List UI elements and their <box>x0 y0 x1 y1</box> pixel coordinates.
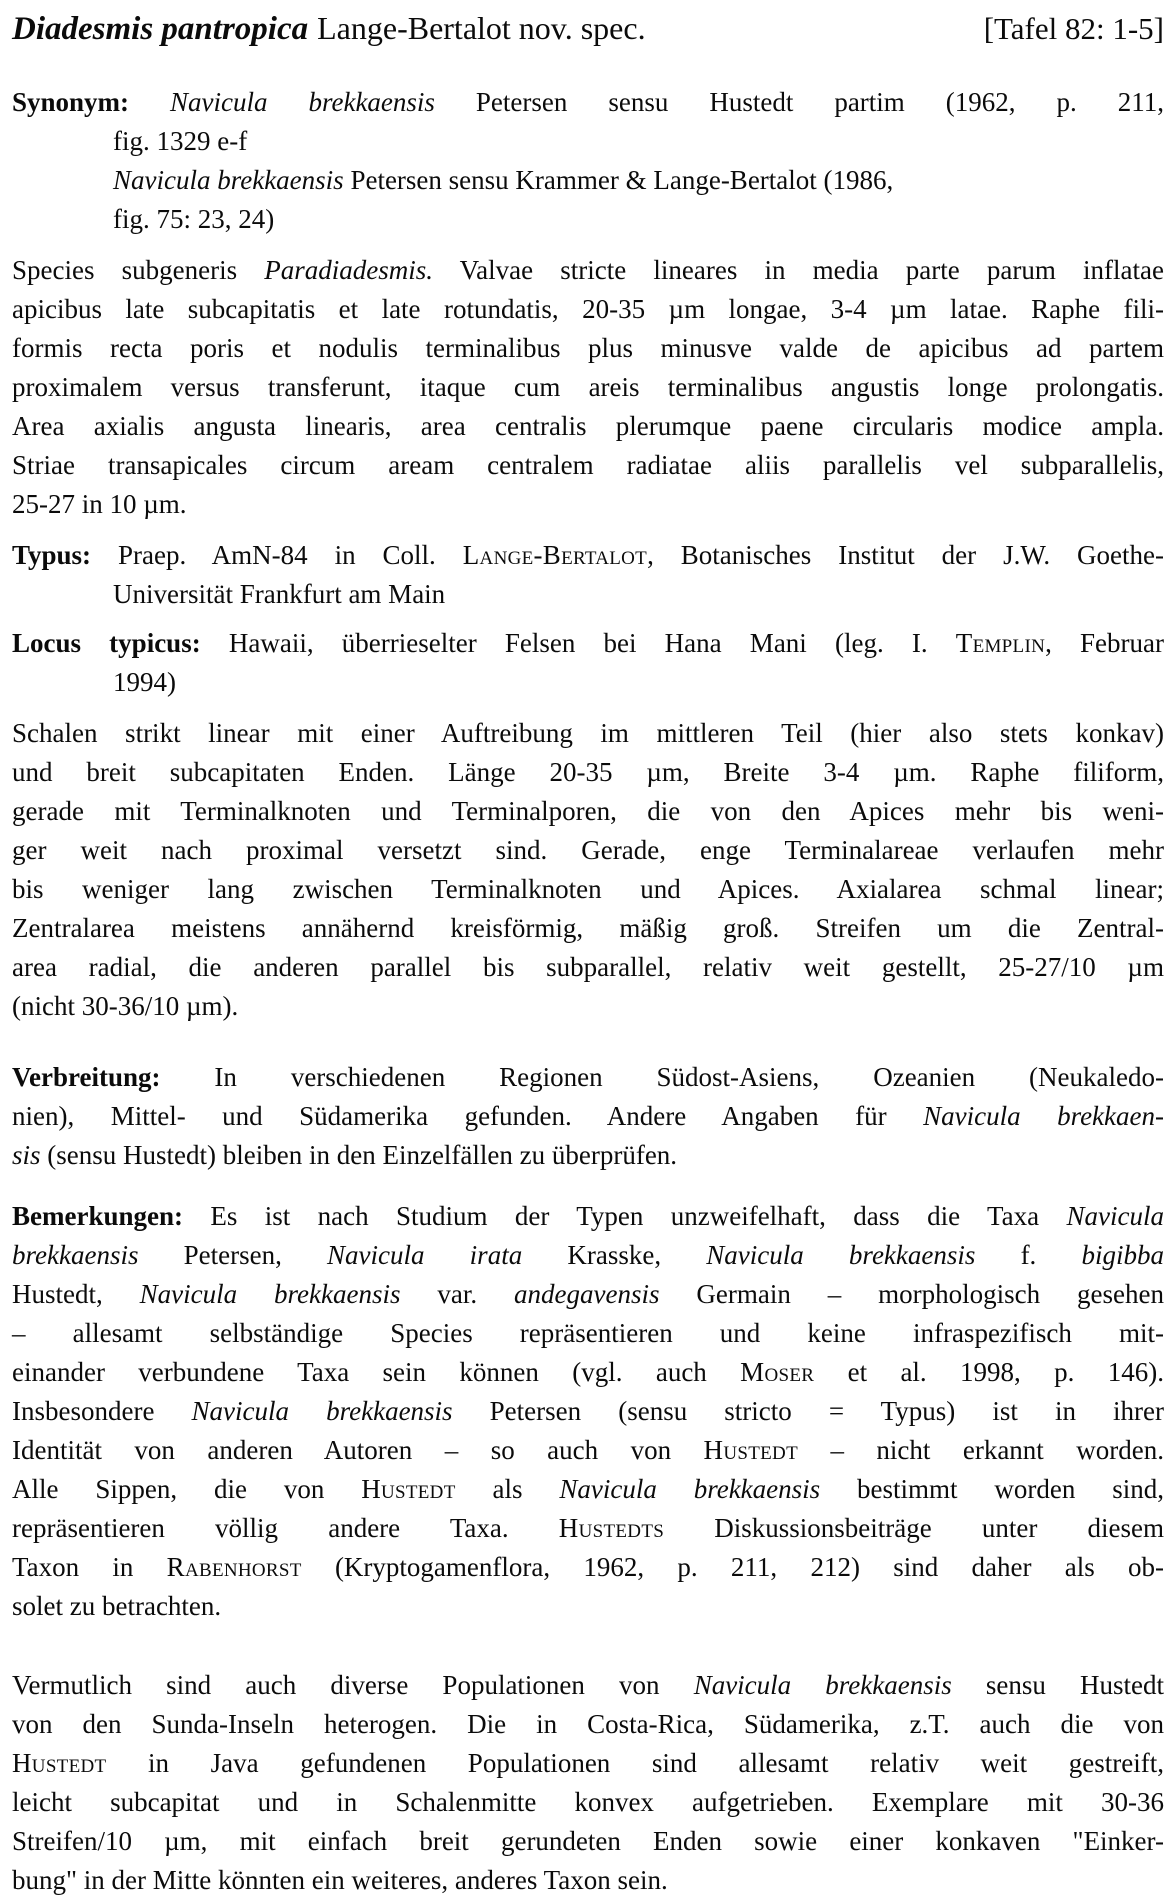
text-run: Petersen sensu Hustedt partim (1962, p. 211, <box>434 87 1164 117</box>
text-run: Synonym: <box>12 87 130 117</box>
text-run: proximalem versus transferunt, itaque cum areis terminalibus angustis longe prolongatis. <box>12 372 1164 402</box>
text-run: Insbesondere <box>12 1396 192 1426</box>
text-line <box>12 1822 1164 1861</box>
text-run: Navicula brekkaensis <box>693 1670 952 1700</box>
text-line <box>12 329 1164 368</box>
text-line <box>12 1392 1164 1431</box>
text-run: Es ist nach Studium der Typen unzweifelhaft, dass die Taxa <box>183 1201 1067 1231</box>
text-run: Hustedt <box>703 1435 798 1465</box>
block-bemerkungen <box>12 1197 1164 1626</box>
text-run: Navicula irata <box>327 1240 523 1270</box>
text-run: Diskussionsbeiträge unter diesem <box>664 1513 1164 1543</box>
text-run <box>129 87 170 117</box>
text-run: (Kryptogamenflora, 1962, p. 211, 212) sind daher als ob- <box>301 1552 1164 1582</box>
text-run: bis weniger lang zwischen Terminalknoten und Apices. Axialarea schmal linear; <box>12 874 1164 904</box>
text-run: , Februar <box>1045 628 1164 658</box>
text-run: und breit subcapitaten Enden. Länge 20-35 µm, Breite 3-4 µm. Raphe filiform, <box>12 757 1164 787</box>
text-run: Locus typicus: <box>12 628 201 658</box>
text-line <box>12 1509 1164 1548</box>
text-run: 1994) <box>113 667 176 697</box>
text-run: nien), Mittel- und Südamerika gefunden. Andere Angaben für <box>12 1101 924 1131</box>
text-run: Rabenhorst <box>166 1552 302 1582</box>
text-line <box>12 1275 1164 1314</box>
text-line <box>12 290 1164 329</box>
text-run: In verschiedenen Regionen Südost-Asiens, Ozeanien (Neukaledo- <box>160 1062 1164 1092</box>
text-line <box>12 1097 1164 1136</box>
text-line <box>12 485 1164 524</box>
text-run: Universität Frankfurt am Main <box>113 579 446 609</box>
text-run: Navicula <box>1066 1201 1164 1231</box>
text-run: Navicula brekkaensis <box>170 87 435 117</box>
text-line <box>12 831 1164 870</box>
text-line <box>12 1783 1164 1822</box>
text-run: Petersen, <box>138 1240 328 1270</box>
text-run: , Botanisches Institut der J.W. Goethe- <box>647 540 1164 570</box>
text-run: Navicula brekkaensis <box>191 1396 453 1426</box>
text-run: Krasske, <box>522 1240 707 1270</box>
text-line <box>12 1136 1164 1175</box>
species-name: Diadesmis pantropica <box>12 11 309 47</box>
text-run: Valvae stricte lineares in media parte parum inflatae <box>433 255 1164 285</box>
text-line <box>12 1197 1164 1236</box>
text-run: sis <box>12 1140 41 1170</box>
text-run: var. <box>400 1279 515 1309</box>
text-line <box>12 1058 1164 1097</box>
text-run: gerade mit Terminalknoten und Terminalporen, die von den Apices mehr bis weni- <box>12 796 1164 826</box>
text-line <box>12 1666 1164 1705</box>
text-run: Praep. AmN-84 in Coll. <box>91 540 463 570</box>
text-run: Vermutlich sind auch diverse Populationen von <box>12 1670 694 1700</box>
plate-reference: [Tafel 82: 1-5] <box>983 11 1164 46</box>
block-latin-diagnosis <box>12 251 1164 524</box>
text-run: et al. 1998, p. 146). <box>814 1357 1164 1387</box>
text-run: bigibba <box>1081 1240 1164 1270</box>
text-run: Hawaii, überrieselter Felsen bei Hana Mani (leg. I. <box>200 628 956 658</box>
text-line <box>12 663 1164 702</box>
text-run: Hustedt <box>12 1748 107 1778</box>
text-run: formis recta poris et nodulis terminalibus plus minusve valde de apicibus ad partem <box>12 333 1164 363</box>
text-run: area radial, die anderen parallel bis subparallel, relativ weit gestellt, 25-27/10 µm <box>12 952 1164 982</box>
text-run: apicibus late subcapitatis et late rotundatis, 20-35 µm longae, 3-4 µm latae. Raphe fili- <box>12 294 1164 324</box>
heading-row <box>12 6 1164 57</box>
text-run: Typus: <box>12 540 92 570</box>
text-run: repräsentieren völlig andere Taxa. <box>12 1513 559 1543</box>
text-line <box>12 714 1164 753</box>
text-run: 25-27 in 10 µm. <box>12 489 187 519</box>
text-line <box>12 792 1164 831</box>
text-run: Moser <box>740 1357 815 1387</box>
species-authority: Lange-Bertalot nov. spec. <box>317 10 646 46</box>
text-line <box>12 536 1164 575</box>
text-line <box>12 1314 1164 1353</box>
text-run: (nicht 30-36/10 µm). <box>12 991 239 1021</box>
text-run: Identität von anderen Autoren – so auch von <box>12 1435 704 1465</box>
text-run: Hustedt <box>361 1474 456 1504</box>
text-run: Bemerkungen: <box>12 1201 183 1231</box>
text-run: fig. 1329 e-f <box>113 126 248 156</box>
text-line <box>12 1353 1164 1392</box>
text-run: Navicula brekkaensis <box>706 1240 976 1270</box>
text-run: sensu Hustedt <box>951 1670 1165 1700</box>
text-run: Templin <box>955 628 1046 658</box>
text-line <box>12 909 1164 948</box>
text-line <box>12 368 1164 407</box>
text-run: – nicht erkannt worden. <box>797 1435 1164 1465</box>
text-run: Navicula brekkaensis <box>113 165 344 195</box>
text-run: (sensu Hustedt) bleiben in den Einzelfällen zu überprüfen. <box>40 1140 678 1170</box>
text-run: brekkaensis <box>12 1240 139 1270</box>
text-run: Striae transapicales circum aream centralem radiatae aliis parallelis vel subparallelis, <box>12 450 1164 480</box>
text-line <box>12 251 1164 290</box>
block-german-description <box>12 714 1164 1026</box>
text-run: Germain – morphologisch gesehen <box>659 1279 1165 1309</box>
text-run: f. <box>975 1240 1082 1270</box>
text-run: Lange-Bertalot <box>462 540 648 570</box>
text-line <box>12 1470 1164 1509</box>
block-closing-note <box>12 1666 1164 1900</box>
text-run: Species subgeneris <box>12 255 265 285</box>
block-synonym <box>12 83 1164 239</box>
text-run: Area axialis angusta linearis, area centralis plerumque paene circularis modice ampla. <box>12 411 1164 441</box>
text-run: einander verbundene Taxa sein können (vgl. auch <box>12 1357 741 1387</box>
text-run: Paradiadesmis. <box>264 255 434 285</box>
text-run: Navicula brekkaen- <box>923 1101 1164 1131</box>
block-verbreitung <box>12 1058 1164 1175</box>
text-line <box>12 753 1164 792</box>
text-run: Navicula brekkaensis <box>139 1279 401 1309</box>
text-run: von den Sunda-Inseln heterogen. Die in Costa-Rica, Südamerika, z.T. auch die von <box>12 1709 1164 1739</box>
text-run: Taxon in <box>12 1552 167 1582</box>
text-run: fig. 75: 23, 24) <box>113 204 275 234</box>
block-typus <box>12 536 1164 614</box>
text-line <box>12 1236 1164 1275</box>
species-heading <box>12 6 646 57</box>
text-line <box>12 624 1164 663</box>
block-locus-typicus <box>12 624 1164 702</box>
text-line <box>12 407 1164 446</box>
text-run: Navicula brekkaensis <box>559 1474 821 1504</box>
text-line <box>12 1705 1164 1744</box>
text-line <box>12 1431 1164 1470</box>
text-run: bung" in der Mitte könnten ein weiteres, anderes Taxon sein. <box>12 1865 668 1895</box>
text-run: ger weit nach proximal versetzt sind. Gerade, enge Terminalareae verlaufen mehr <box>12 835 1164 865</box>
text-run: Hustedt, <box>12 1279 140 1309</box>
text-line <box>12 1587 1164 1626</box>
text-run: leicht subcapitat und in Schalenmitte konvex aufgetrieben. Exemplare mit 30-36 <box>12 1787 1164 1817</box>
text-run: Petersen (sensu stricto = Typus) ist in ihrer <box>452 1396 1165 1426</box>
text-run: andegavensis <box>514 1279 660 1309</box>
text-run: – allesamt selbständige Species repräsentieren und keine infraspezifisch mit- <box>12 1318 1164 1348</box>
text-run: Alle Sippen, die von <box>12 1474 362 1504</box>
text-line <box>12 870 1164 909</box>
text-run: in Java gefundenen Populationen sind allesamt relativ weit gestreift, <box>106 1748 1164 1778</box>
text-run: bestimmt worden sind, <box>820 1474 1164 1504</box>
text-run: Petersen sensu Krammer & Lange-Bertalot (1986, <box>343 165 894 195</box>
text-line <box>12 1744 1164 1783</box>
text-run: Verbreitung: <box>12 1062 161 1092</box>
text-line <box>12 1861 1164 1900</box>
text-line <box>12 948 1164 987</box>
text-line <box>12 987 1164 1026</box>
text-line <box>12 575 1164 614</box>
text-line <box>12 446 1164 485</box>
text-line <box>12 200 1164 239</box>
text-run: Schalen strikt linear mit einer Auftreibung im mittleren Teil (hier also stets konkav) <box>12 718 1164 748</box>
text-run: Hustedts <box>558 1513 665 1543</box>
text-run: Zentralarea meistens annähernd kreisförmig, mäßig groß. Streifen um die Zentral- <box>12 913 1164 943</box>
text-line <box>12 1548 1164 1587</box>
text-line <box>12 122 1164 161</box>
text-run: solet zu betrachten. <box>12 1591 222 1621</box>
text-line <box>12 83 1164 122</box>
text-line <box>12 161 1164 200</box>
document-body <box>12 83 1164 1900</box>
text-run: als <box>455 1474 560 1504</box>
text-run: Streifen/10 µm, mit einfach breit gerundeten Enden sowie einer konkaven "Einker- <box>12 1826 1164 1856</box>
